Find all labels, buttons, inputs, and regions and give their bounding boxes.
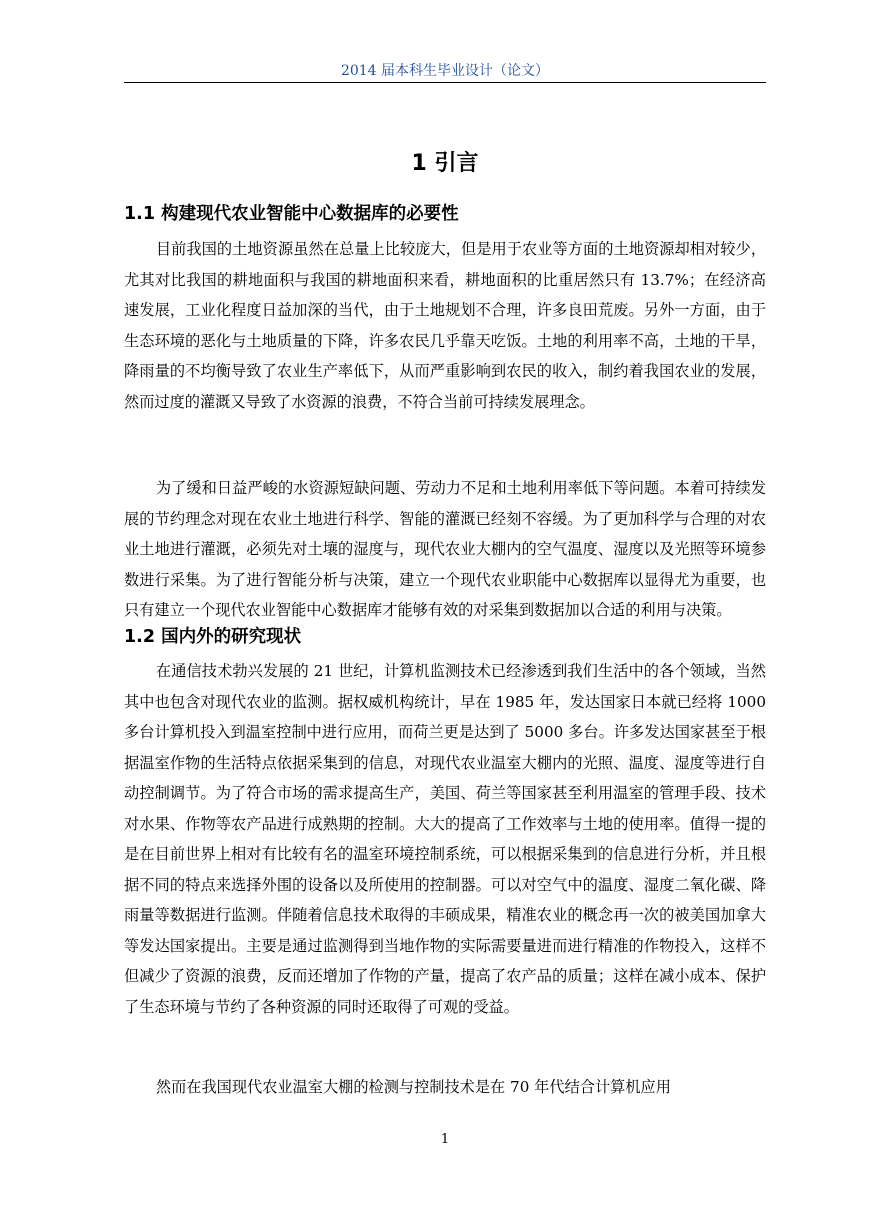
- section-title-1-2: 1.2 国内外的研究现状: [124, 627, 302, 647]
- paragraph-1-1-1: 目前我国的土地资源虽然在总量上比较庞大，但是用于农业等方面的土地资源却相对较少，尤其对比我国的耕地面积与我国的耕地面积来看，耕地面积的比重居然只有 13.7%；在经济高速发展，工业化程度日益加深的当代，由于土地规划不合理，许多良田荒废。另外一方面，由于生态环境的恶化与土地质量的下降，许多农民几乎靠天吃饭。土地的利用率不高，土地的干旱，降雨量的不均衡导致了农业生产率低下，从而严重影响到农民的收入，制约着我国农业的发展，然而过度的灌溉又导致了水资源的浪费，不符合当前可持续发展理念。: [124, 240, 766, 411]
- running-header: 2014 届本科生毕业设计（论文）: [340, 63, 550, 79]
- paragraph-1-2-1: 在通信技术勃兴发展的 21 世纪，计算机监测技术已经渗透到我们生活中的各个领域，当然其中也包含对现代农业的监测。据权威机构统计，早在 1985 年，发达国家日本就已经将 1000 多台计算机投入到温室控制中进行应用，而荷兰更是达到了 5000 多台。许多发达国家甚至于根据温室作物的生活特点依据采集到的信息，对现代农业温室大棚内的光照、温度、湿度等进行自动控制调节。为了符合市场的需求提高生产，美国、荷兰等国家甚至利用温室的管理手段、技术对水果、作物等农产品进行成熟期的控制。大大的提高了工作效率与土地的使用率。值得一提的是在目前世界上相对有比较有名的温室环境控制系统，可以根据采集到的信息进行分析，并且根据不同的特点来选择外围的设备以及所使用的控制器。可以对空气中的温度、湿度二氧化碳、降雨量等数据进行监测。伴随着信息技术取得的丰硕成果，精准农业的概念再一次的被美国加拿大等发达国家提出。主要是通过监测得到当地作物的实际需要量进而进行精准的作物投入，这样不但减少了资源的浪费，反而还增加了作物的产量，提高了农产品的质量；这样在减小成本、保护了生态环境与节约了各种资源的同时还取得了可观的受益。: [124, 662, 766, 1016]
- paragraph-1-2-2: 然而在我国现代农业温室大棚的检测与控制技术是在 70 年代结合计算机应用: [155, 1078, 671, 1096]
- chapter-title: 1 引言: [411, 151, 479, 176]
- page-number: 1: [440, 1132, 450, 1147]
- header-divider: [124, 82, 766, 83]
- paragraph-1-1-2: 为了缓和日益严峻的水资源短缺问题、劳动力不足和土地利用率低下等问题。本着可持续发展的节约理念对现在农业土地进行科学、智能的灌溉已经刻不容缓。为了更加科学与合理的对农业土地进行灌溉，必须先对土壤的湿度与，现代农业大棚内的空气温度、湿度以及光照等环境参数进行采集。为了进行智能分析与决策，建立一个现代农业职能中心数据库以显得尤为重要，也只有建立一个现代农业智能中心数据库才能够有效的对采集到数据加以合适的利用与决策。: [124, 479, 766, 619]
- section-title-1-1: 1.1 构建现代农业智能中心数据库的必要性: [124, 204, 459, 224]
